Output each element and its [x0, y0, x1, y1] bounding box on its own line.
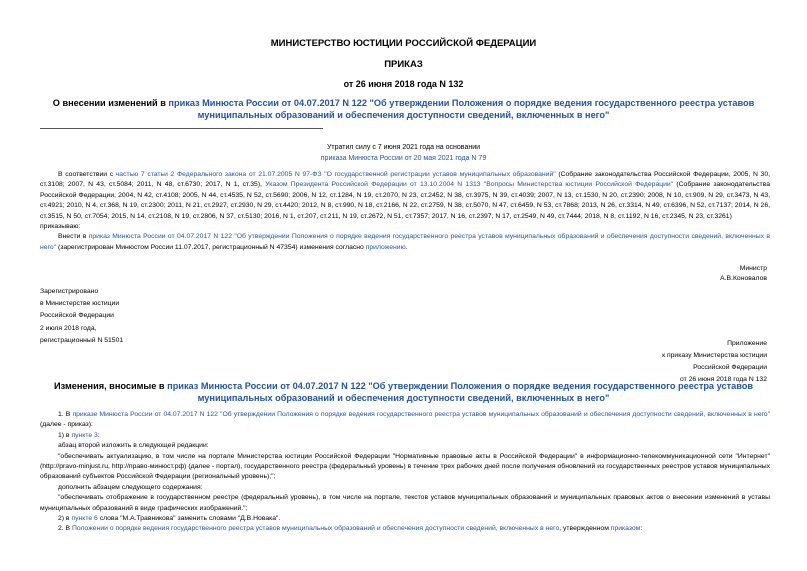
changes-title	[40, 380, 767, 404]
order-text-1: Внести в	[58, 233, 89, 241]
order-text-2: (зарегистрирован Минюстом России 11.07.2017, регистрационный N 47354) изменения согласно	[56, 243, 366, 251]
change-text: , утвержденном	[559, 525, 611, 533]
change-item-2	[40, 524, 770, 534]
change-paragraph: "обеспечивать отображение в государственном реестре (федеральный уровень), в том числе на портале, текстов уставов муниципальных образований и муниципальных правовых актов о внесении изменений в уставы муниципальных образований в виде графических изображений.";	[40, 494, 770, 512]
change-paragraph: дополнить абзацем следующего содержания:	[58, 483, 203, 491]
status-repeal-link[interactable]: приказа Минюста России от 20 мая 2021 года N 79	[320, 155, 487, 162]
amended-order-link[interactable]: приказ Минюста России от 04.07.2017 N 122 "Об утверждении Положения о порядке ведения государственного реестра уставов муниципальных образований и обеспечения доступности сведений, включенных в него"	[40, 233, 770, 251]
change-text: :	[97, 431, 100, 439]
order-122-link[interactable]: приказе Минюста России от 04.07.2017 N 122 "Об утверждении Положения о порядке ведения государственного реестра уставов муниципальных образований и обеспечения доступности сведений, включенных в него"	[72, 411, 770, 418]
presidential-decree-link[interactable]: Указом Президента Российской Федерации от 13.10.2004 N 1313 "Вопросы Министерства юстиции Российской Федерации"	[265, 181, 674, 189]
order-title-link[interactable]: приказ Минюста России от 04.07.2017 N 122 "Об утверждении Положения о порядке ведения государственного реестра уставов муниципальных образований и обеспечения доступности сведений, включенных в него"	[168, 98, 755, 120]
preamble-text-1: В соответствии с	[58, 171, 116, 178]
change-text: слова "М.А.Травникова" заменить словами "Д.В.Новака".	[97, 515, 281, 523]
appendix-line: к приказу Министерства юстиции	[662, 352, 767, 359]
order-word: приказываю:	[40, 223, 81, 231]
change-text: 2) в	[58, 515, 72, 523]
federal-law-link[interactable]: частью 7 статьи 2 Федерального закона от 21.07.2005 N 97-ФЗ "О государственной регистрации уставов муниципальных образований"	[115, 171, 556, 178]
order-title	[40, 97, 767, 121]
changes-title-link[interactable]: приказ Минюста России от 04.07.2017 N 122 "Об утверждении Положения о порядке ведения государственного реестра уставов муниципальных образований и обеспечения доступности сведений, включенных в него"	[167, 381, 753, 403]
ministry-heading: МИНИСТЕРСТВО ЮСТИЦИИ РОССИЙСКОЙ ФЕДЕРАЦИИ	[270, 38, 537, 49]
preamble-text-3: (Собрание законодательства Российской Федерации, 2004, N 42, ст.4108; 2005, N 44, ст.4535, N 52, ст.5690; 2006, N 12, ст.1284, N 19, ст.2070, N 23, ст.2452, N 38, ст.3975, N 39, ст.4039; 2007, N 13, ст.1530, N 20, ст.2390; 2008, N 10, ст.909, N 29, ст.3473, N 43, ст.4921; 2010, N 4, ст.368, N 19, ст.2300; 2011, N 21, ст.2927, ст.2930, N 29, ст.4420; 2012, N 8, ст.990, N 18, ст.2166, N 22, ст.2759, N 38, ст.5070, N 47, ст.6459, N 53, ст.7868; 2013, N 26, ст.3314, N 49, ст.6396, N 52, ст.7137; 2014, N 26, ст.3515, N 50, ст.7054; 2015, N 14, ст.2108, N 19, ст.2806, N 37, ст.5130; 2016, N 1, ст.207, ст.211, N 19, ст.2672, N 51, ст.7357; 2017, N 16, ст.2397, N 17, ст.2549, N 49, ст.7444; 2018, N 8, ст.1192, N 16, ст.2345, N 23, ст.3261)	[40, 181, 770, 220]
appendix-line: от 26 июня 2018 года N 132	[679, 376, 767, 383]
status-note	[0, 142, 807, 164]
change-subitem-1	[40, 431, 770, 441]
registration-line: 2 июля 2018 года,	[40, 324, 97, 332]
change-item-1	[40, 410, 770, 431]
change-text: (далее - приказ):	[40, 421, 93, 429]
clause-3-link[interactable]: пункте 3	[71, 431, 98, 439]
change-text: 1. В	[58, 411, 73, 418]
title-divider	[40, 128, 323, 129]
appendix-link[interactable]: приложению	[365, 243, 406, 251]
signature-name: А.В.Коновалов	[720, 275, 767, 283]
registration-line: регистрационный N 51501	[40, 336, 124, 344]
preamble-block	[40, 170, 770, 253]
signature-position: Министр	[739, 265, 767, 272]
status-line-1: Утратил силу с 7 июня 2021 года на основании	[326, 144, 481, 151]
order-paragraph	[40, 232, 770, 253]
change-text: 2. В	[58, 525, 72, 533]
change-paragraph: абзац второй изложить в следующей редакции:	[58, 442, 209, 450]
order-date-number: от 26 июня 2018 года N 132	[343, 79, 464, 89]
changes-block	[40, 410, 770, 535]
doc-type-heading: ПРИКАЗ	[384, 59, 423, 70]
appendix-line: Приложение	[727, 340, 767, 347]
changes-title-prefix: Изменения, вносимые в	[54, 381, 168, 391]
approving-order-link[interactable]: приказом	[610, 525, 641, 533]
registration-line: в Министерстве юстиции	[40, 300, 120, 308]
change-text: :	[640, 525, 643, 533]
change-text: 1) в	[58, 431, 72, 439]
appendix-line: Российской Федерации	[693, 364, 767, 371]
regulation-link[interactable]: Положении о порядке ведения государственного реестра уставов муниципальных образований и обеспечения доступности сведений, включенных в него	[71, 525, 560, 533]
order-title-prefix: О внесении изменений в	[52, 98, 169, 108]
appendix-block	[662, 338, 767, 386]
registration-line: Зарегистрировано	[40, 288, 99, 295]
change-subitem-2	[40, 514, 770, 524]
order-text-3: .	[405, 243, 408, 251]
preamble-text-2: (Собрание законодательства Российской Федерации, 2005, N 30, ст.3108; 2007, N 43, ст.5084; 2011, N 48, ст.6730; 2017, N 1, ст.35),	[40, 171, 770, 189]
preamble-paragraph	[40, 170, 770, 222]
registration-block	[40, 286, 123, 347]
signature-block	[720, 264, 767, 285]
registration-line: Российской Федерации	[40, 312, 114, 320]
clause-6-link[interactable]: пункте 6	[71, 515, 98, 523]
change-paragraph: "обеспечивать актуализацию, в том числе на портале Министерства юстиции Российской Федерации "Нормативные правовые акты в Российской Федерации" в информационно-телекоммуникационной сети "Интернет" (http://pravo-minjust.ru, http://право-минюст.рф) (далее - портал), государственного реестра (федеральный уровень) в течение трех рабочих дней после получения обновлений из государственных реестров уставов муниципальных образований субъектов Российской Федерации (региональный уровень);";	[40, 452, 770, 481]
